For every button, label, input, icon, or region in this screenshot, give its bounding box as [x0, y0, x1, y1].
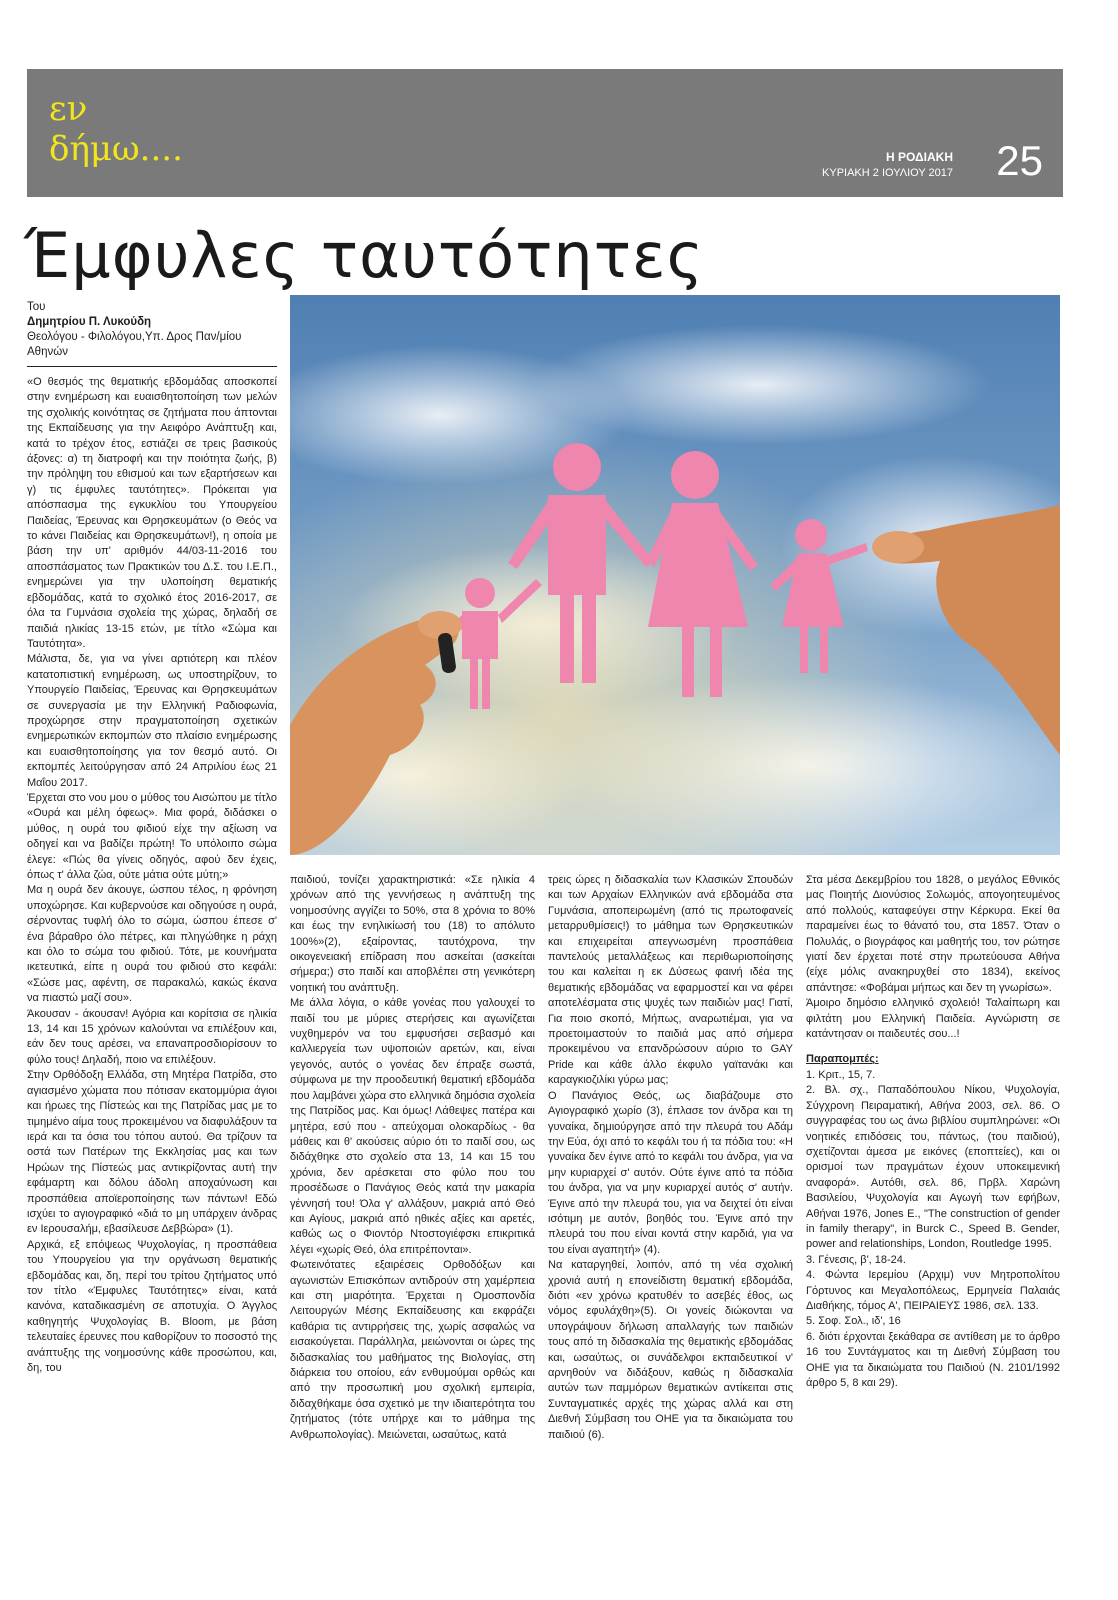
reference-item: 1. Κριτ., 15, 7.	[806, 1068, 876, 1081]
section-banner	[27, 69, 1063, 197]
article-paragraph: Ο Πανάγιος Θεός, ως διαβάζουμε στο Αγιογραφικό χωρίο (3), έπλασε τον άνδρα και τη γυναίκα, δημιούργησε από την πλευρά του Αδάμ την Εύα, όχι από το κεφάλι του ή τα πόδια του: «Η γυναίκα δεν έγινε από το κεφάλι του άνδρα, για να μην κυριαρχεί σ' αυτόν. Ούτε έγινε από τα πόδια του άνδρα, για να μην κυριαρχεί αυτός σ' αυτήν. Έγινε από την πλευρά του, για να δειχτεί ότι είναι ισότιμη με αυτόν, βοηθός του. Έγινε από την πλευρά του που είναι κοντά στην καρδιά, για να του είναι αγαπητή» (4).	[548, 1089, 793, 1256]
publication-name: Η ΡΟΔΙΑΚΗ	[886, 150, 953, 164]
article-column-4	[806, 873, 1060, 1391]
section-tag-line2: δήμω....	[49, 129, 183, 169]
article-paragraph: Άκουσαν - άκουσαν! Αγόρια και κορίτσια σε ηλικία 13, 14 και 15 χρόνων καλούνται να επιλέξουν και, εάν δεν τους αρέσει, να επαναπροσδιορίσουν το φύλο τους! Δηλαδή, ποιο να επιλέξουν.	[27, 1007, 277, 1066]
publication-info	[822, 149, 953, 181]
article-paragraph: Με άλλα λόγια, ο κάθε γονέας που γαλουχεί το παιδί του με μύριες στερήσεις και αγωνίζεται νυχθημερόν να του εμφυσήσει σεβασμό και καλλιεργεία των υψοποιών αρετών, και, είναι γεγονός, αυτός ο γονέας δεν έπραξε σωστά, σύμφωνα με την προοδευτική θεματική εβδομάδα που λαμβάνει χώρα στο ελληνικά δημόσια σχολεία της Πατρίδος μας. Και όμως! Λάθεψες πατέρα και μητέρα, εσύ που - απεύχομαι ολοκαρδίως - θα μάθεις και θ' ακούσεις αύριο ότι το παιδί σου, ως διδάχθηκε στο σχολείο στα 13, 14 και 15 του χρόνια, δεν αρέσκεται στο φύλο που του προσέδωσε ο Πανάγιος Θεός κατά την μακαρία γέννησή του! Όλα γ' αλλάξουν, μακριά από Θεό και Αγίους, μακριά από ηθικές αξίες και αρετές, καθώς ως ο Φιοντόρ Ντοστογιέφσκι επικριτικά λέγει «χωρίς Θεό, όλα επιτρέπονται».	[290, 997, 535, 1256]
article-paragraph: Άμοιρο δημόσιο ελληνικό σχολειό! Ταλαίπωρη και φιλτάτη μου Ελληνική Παιδεία. Αγνώριστη σε κατάντησαν οι παιδευτές σου...!	[806, 997, 1060, 1041]
article-paragraph: τρεις ώρες η διδασκαλία των Κλασικών Σπουδών και των Αρχαίων Ελληνικών ανά εβδομάδα στα Γυμνάσια, αποπειρωμένη (από τις πρωτοφανείς μεταρρυθμίσεις!) το μάθημα των Θρησκευτικών και επιχειρείται απεγνωσμένη προσπάθεια παντελούς μεταλλάξεως και περιθωριοποίησης του και καλείται η εκ Δύσεως φαινή ιδέα της θεματικής εβδομάδας να εφαρμοστεί και να φέρει αποτελέσματα στις ψυχές των παιδιών μας! Γιατί, Για ποιο σκοπό, Μήπως, αναρωτιέμαι, για να προετοιμαστούν το παιδιά μας από σήμερα προκειμένου να επανδρώσουν αύριο το GAY Pride και κάθε άλλο έκφυλο γαϊτανάκι και καραγκιοζιλίκι γύρω μας;	[548, 874, 793, 1087]
page-number: 25	[996, 137, 1043, 184]
references-title: Παραπομπές:	[806, 1053, 879, 1066]
section-tag-line1: εν	[49, 89, 88, 129]
article-paragraph: Να καταργηθεί, λοιπόν, από τη νέα σχολική χρονιά αυτή η επονείδιστη θεματική εβδομάδα, διότι «εν χρόνω κρατυθέν το ασεβές έθος, ως νόμος εφυλάχθη»(5). Οι γονείς διώκονται να υπογράψουν δήλωση απαλλαγής των παιδιών τους από τη διδασκαλία της θεματικής εβδομάδας και, ωσαύτως, οι συνάδελφοι εκπαιδευτικοί ν' αρνηθούν να διδάξουν, καθώς η διδασκαλία αυτών των παμμόρων θεματικών αντίκειται στις Συνταγματικές αρχές της χώρας αλλά και στη Διεθνή Σύμβαση του ΟΗΕ για τα δικαιώματα του παιδιού (6).	[548, 1259, 793, 1441]
article-photo	[290, 295, 1060, 855]
byline	[27, 300, 277, 367]
article-paragraph: «Ο θεσμός της θεματικής εβδομάδας αποσκοπεί στην ενημέρωση και ευαισθητοποίηση των μελών της σχολικής κοινότητας σε ζητήματα που άπτονται της Εκπαίδευσης για την Αειφόρο Ανάπτυξη και, κατά το τρέχον έτος, εστιάζει σε τρεις βασικούς άξονες: α) τη διατροφή και την ποιότητα ζωής, β) την πρόληψη του εθισμού και των εξαρτήσεων και γ) τις έμφυλες ταυτότητες». Πρόκειται για απόσπασμα της εγκυκλίου του Υπουργείου Παιδείας, Έρευνας και Θρησκευμάτων (ο Θεός να το κάνει Παιδείας και Θρησκευμάτων!), η οποία με βάση την υπ' αριθμόν 44/03-11-2016 του αποσπάσματος των Πρακτικών του Δ.Σ. του Ι.Ε.Π., ενημερώνει για την υλοποίηση θεματικής εβδομάδας, κατά το σχολικό έτος 2016-2017, σε όλα τα Γυμνάσια σχολεία της χώρας, δηλαδή σε παιδιά ηλικίας 13-15 ετών, με τίτλο «Σώμα και Ταυτότητα».	[27, 376, 277, 650]
article-paragraph: Έρχεται στο νου μου ο μύθος του Αισώπου με τίτλο «Ουρά και μέλη όφεως». Μια φορά, διδάσκει ο μύθος, η ουρά του φιδιού είχε την αξίωση να οδηγεί και να βαδίζει πρώτη! Το υπόλοιπο σώμα έλεγε: «Πώς θα γίνεις οδηγός, αφού δεν έχεις, όπως τ' άλλα ζώα, ούτε μάτια ούτε μύτη;»	[27, 791, 277, 881]
author-role: Θεολόγου - Φιλολόγου,Υπ. Δρος Παν/μίου Αθηνών	[27, 331, 242, 358]
article-paragraph: Μάλιστα, δε, για να γίνει αρτιότερη και πλέον κατατοπιστική ενημέρωση, ως υποστηρίζουν, το Υπουργείο Παιδείας, Έρευνας και Θρησκευμάτων σε συνεργασία με την Ελληνική Ραδιοφωνία, προχώρησε στην πραγματοποίηση σχετικών ενημερωτικών εκπομπών στο πλαίσιο ενημέρωσης και ευαισθητοποίησης για τον θεσμό αυτό. Οι εκπομπές λειτούργησαν από 24 Απριλίου έως 21 Μαΐου 2017.	[27, 653, 277, 789]
article-paragraph: Μα η ουρά δεν άκουγε, ώσπου τέλος, η φρόνηση υποχώρησε. Και κυβερνούσε και οδηγούσε η ουρά, σέρνοντας τυφλή όλο το σώμα, ώσπου έπεσε σ' ένα βάραθρο όλο πέτρες, και πληγώθηκε η ράχη και όλο το σώμα του φιδιού. Τότε, με κουνήματα ικετευτικά, είπε η ουρά του φιδιού στο κεφάλι: «Σώσε μας, αφέντη, σε παρακαλώ, κακώς έκανα να πιαστώ μαζί σου».	[27, 884, 277, 1005]
reference-item: 2. Βλ. σχ., Παπαδόπουλου Νίκου, Ψυχολογία, Σύγχρονη Πειραματική, Αθήνα 2003, σελ. 86. Ο συγγραφέας του ως άνω βιβλίου συμπληρώνει: «Οι νοητικές επιδόσεις του, πάντως, (του παιδιού), σχετίζονται άμεσα με εικόνες (εποπτείες), και οι ορισμοί των πραγμάτων έχουν υποκειμενική αναφορά». Αυτόθι, σελ. 86, Πρβλ. Χαρώνη Βασιλείου, Ψυχολογία και Αγωγή των εφήβων, Αθήναι 1976, Jones E., "The construction of gender in family therapy", in Burck C., Speed B. Gender, power and relationships, London, Routledge 1995.	[806, 1084, 1060, 1251]
paper-family-cutout-photo	[290, 295, 1060, 855]
article-column-1	[27, 375, 277, 1376]
reference-item: 4. Φώντα Ιερεμίου (Αρχιμ) νυν Μητροπολίτου Γόρτυνος και Μεγαλοπόλεως, Ερμηνεία Παλαιάς Διαθήκης, τόμος Α', ΠΕΙΡΑΙΕΥΣ 1986, σελ. 133.	[806, 1269, 1060, 1312]
article-paragraph: Στην Ορθόδοξη Ελλάδα, στη Μητέρα Πατρίδα, στο αγιασμένο χώματα που πότισαν εκατομμύρια άγιοι και ήρωες της Πίστεώς και της Πατρίδας μας με το τιμημένο αίμα τους προκειμένου να διαφυλάξουν τα ιερά και τα όσια του τόπου αυτού. Θα τρίζουν τα οστά των Πατέρων της Εκκλησίας μας και των Ηρώων της Πίστεώς μας αντικρίζοντας αυτή την εφάμαρτη και δόλου άδολη αποχαύνωση και προσπάθεια αποϊεροποίησης των πάντων! Εδώ ισχύει το αγιογραφικό «διά το μη υπάρχειν άνδρας εν Ιερουσαλήμ, εβασίλευσε Δεββώρα» (1).	[27, 1069, 277, 1236]
section-tag	[49, 89, 183, 169]
reference-item: 6. διότι έρχονται ξεκάθαρα σε αντίθεση με το άρθρο 16 του Συντάγματος και τη Διεθνή Σύμβαση του ΟΗΕ για τα δικαιώματα του Παιδιού (Ν. 2101/1992 άρθρο 5, 8 και 29).	[806, 1330, 1060, 1389]
byline-prefix: Του	[27, 301, 46, 313]
publication-date: ΚΥΡΙΑΚΗ 2 ΙΟΥΛΙΟΥ 2017	[822, 167, 953, 179]
article-title: Έμφυλες ταυτότητες	[24, 219, 704, 292]
reference-item: 3. Γένεσις, β', 18-24.	[806, 1253, 906, 1266]
article-column-3	[548, 873, 793, 1443]
article-column-2	[290, 873, 535, 1443]
article-paragraph: Στα μέσα Δεκεμβρίου του 1828, ο μεγάλος Εθνικός μας Ποιητής Διονύσιος Σολωμός, απογοητευμένος από πολλούς, καταφεύγει στην Κέρκυρα. Εκεί θα παραμείνει έως το θάνατό του, στα 1857. Όταν ο Πολυλάς, ο βιογράφος και μαθητής του, τον ρώτησε γιατί δεν έρχεται ποτέ στην πρωτεύουσα Αθήνα (είχε μόλις ανακηρυχθεί στο 1834), εκείνος απάντησε: «Φοβάμαι μήπως και δεν τη γνωρίσω».	[806, 874, 1060, 994]
article-paragraph: παιδιού, τονίζει χαρακτηριστικά: «Σε ηλικία 4 χρόνων από της γεννήσεως η ανάπτυξη της νοημοσύνης αγγίζει το 50%, στα 8 χρόνια το 80% και έως την ενηλικίωσή του (18) το απόλυτο 100%»(2), εξαίροντας, ταυτόχρονα, την οικογενειακή επίδραση που ασκείται (ασκείται σήμερα;) στο παιδί και αποβλέπει στη γενικότερη νοητική του ανάπτυξη.	[290, 874, 535, 994]
author-name: Δημητρίου Π. Λυκούδη	[27, 316, 152, 328]
article-paragraph: Αρχικά, εξ επόψεως Ψυχολογίας, η προσπάθεια του Υπουργείου για την οργάνωση θεματικής εβδομάδας και, δη, περί του τρίτου ζητήματος υπό τον τίτλο «Έμφυλες Ταυτότητες» είναι, κατά κανόνα, καταδικασμένη σε αποτυχία. Ο Άγγλος καθηγητής Ψυχολογίας B. Bloom, με βάση τελευταίες έρευνες που καθορίζουν το ποσοστό της ανάπτυξης της νοημοσύνης κάθε προσώπου, και, δη, του	[27, 1238, 277, 1374]
article-paragraph: Φωτεινότατες εξαιρέσεις Ορθοδόξων και αγωνιστών Επισκόπων αντιδρούν στη χαμέρπεια και στη μιαρότητα. Έρχεται η Ομοσπονδία Λειτουργών Μέσης Εκπαίδευσης και εκφράζει καθάρια τις αντιρρήσεις της, χωρίς ασφαλώς να εισακούγεται. Παράλληλα, μειώνονται οι ώρες της διδασκαλίας του μαθήματος της Βιολογίας, στη διάρκεια του οποίου, εάν ενθυμούμαι ορθώς και από την προσωπική μου σχολική εμπειρία, διδαχθήκαμε όσα σχετικό με την ιδιαιτερότητα του ζητήματος (τότε υπήρχε και το μάθημα της Ανθρωπολογίας). Μειώνεται, ωσαύτως, κατά	[290, 1259, 535, 1441]
reference-item: 5. Σοφ. Σολ., ιδ', 16	[806, 1315, 901, 1328]
